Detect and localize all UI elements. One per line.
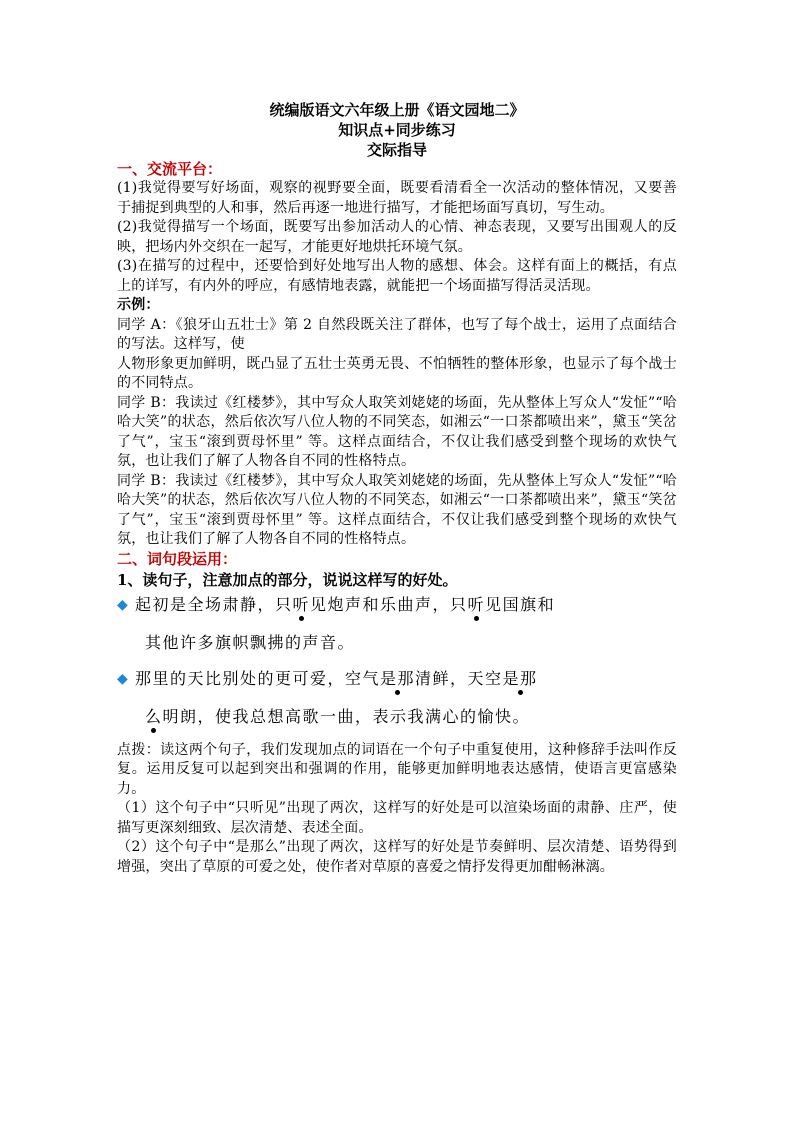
section-heading-exchange: 一、交流平台： — [117, 160, 223, 178]
sentence-text: 国旗和 — [502, 594, 556, 614]
dotted-phrase: 是那 — [380, 668, 416, 688]
student-b-paragraph-1: 同学 B：我读过《红楼梦》，其中写众人取笑刘姥姥的场面，先从整体上写众人“发怔”“哈哈大笑”的状态，然后依次写八位人物的不同笑态，如湘云“一口茶都喷出来”，黛玉“笑岔了气”，宝玉“滚到贾母怀里” 等。这样点面结合，不仅让我们感受到整个现场的欢快气氛，也让我们了解了人物各自不同的性格特点。 — [117, 394, 677, 469]
student-a-line1: 同学 A：《狼牙山五壮士》第 2 自然段既关注了群体，也写了每个战士，运用了点面结合的写法。这样写，使 — [117, 316, 677, 352]
sentence-text: 明朗，使我总想高歌一曲，表示我满心的愉快。 — [162, 706, 531, 726]
example-sentences — [117, 595, 677, 727]
answer-1: （1）这个句子中“只听见”出现了两次，这样写的好处是可以渲染场面的肃静、庄严，使描写更深刻细致、层次清楚、表述全面。 — [117, 800, 677, 836]
sentence-2-line-2 — [117, 707, 677, 727]
point-1: (1)我觉得要写好场面，观察的视野要全面，既要看清看全一次活动的整体情况，又要善于捕捉到典型的人和事，然后再逐一地进行描写，才能把场面写真切，写生动。 — [117, 180, 677, 216]
document-title: 统编版语文六年级上册《语文园地二》 — [269, 101, 525, 119]
diamond-icon: ◆ — [117, 670, 128, 687]
explanation-note: 点拨：读这两个句子，我们发现加点的词语在一个句子中重复使用，这种修辞手法叫作反复。运用反复可以起到突出和强调的作用，能够更加鲜明地表达感情，使语言更富感染力。 — [117, 741, 677, 797]
sentence-2-line-1 — [117, 669, 677, 689]
document-section-title: 交际指导 — [366, 141, 427, 159]
point-2: (2)我觉得描写一个场面，既要写出参加活动人的心情、神态表现，又要写出围观人的反映，把场内外交织在一起写，才能更好地烘托环境气氛。 — [117, 219, 677, 255]
question-1: 1、读句子，注意加点的部分，说说这样写的好处。 — [117, 570, 458, 589]
point-3: (3)在描写的过程中，还要恰到好处地写出人物的感想、体会。这样有面上的概括，有点上的详写，有内外的呼应，有感情地表露，就能把一个场面描写得活灵活现。 — [117, 258, 677, 294]
sentence-1-line-1 — [117, 595, 677, 615]
sentence-text: 清鲜，天空 — [415, 668, 503, 688]
student-a-line2: 人物形象更加鲜明，既凸显了五壮士英勇无畏、不怕牺牲的整体形象，也显示了每个战士的不同特点。 — [117, 355, 677, 391]
document-page — [117, 100, 677, 877]
sentence-text: 那里的天比别处的更可爱，空气 — [135, 668, 381, 688]
section-heading-usage: 二、词句段运用： — [117, 549, 238, 568]
example-label: 示例： — [117, 297, 160, 313]
dotted-phrase: 是那 — [502, 668, 538, 688]
dotted-phrase: 么 — [145, 706, 163, 726]
sentence-text: 炮声和乐曲声， — [327, 594, 451, 614]
sentence-1-line-2: 其他许多旗帜飘拂的声音。 — [145, 632, 356, 652]
diamond-icon: ◆ — [117, 596, 128, 613]
answer-2: （2）这个句子中“是那么”出现了两次，这样写的好处是节奏鲜明、层次清楚、语势得到增强，突出了草原的可爱之处，使作者对草原的喜爱之情抒发得更加酣畅淋漓。 — [117, 839, 677, 875]
document-subtitle: 知识点+同步练习 — [338, 121, 456, 139]
dotted-phrase: 只听见 — [450, 594, 503, 614]
dotted-phrase: 只听见 — [275, 594, 328, 614]
student-b-paragraph-2: 同学 B：我读过《红楼梦》，其中写众人取笑刘姥姥的场面，先从整体上写众人“发怔”“哈哈大笑”的状态，然后依次写八位人物的不同笑态，如湘云“一口茶都喷出来”，黛玉“笑岔了气”，宝玉“滚到贾母怀里” 等。这样点面结合，不仅让我们感受到整个现场的欢快气氛，也让我们了解了人物各自不同的性格特点。 — [117, 472, 677, 547]
sentence-text: 起初是全场肃静， — [135, 594, 276, 614]
